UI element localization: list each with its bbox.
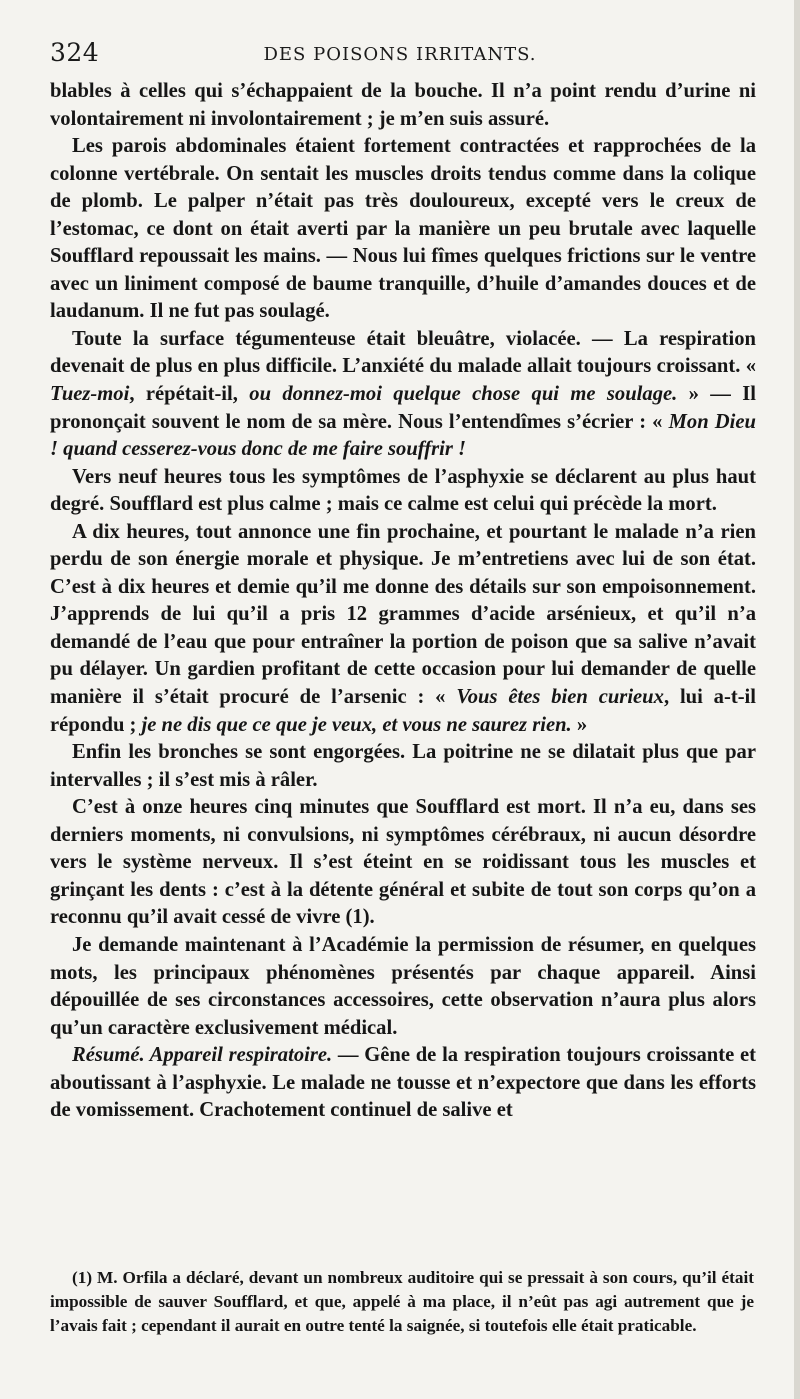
paragraph-6: Enfin les bronches se sont engorgées. La poitrine ne se dilatait plus que par intervalles ; il s’est mis à râler. bbox=[50, 741, 756, 791]
summary-heading: Résumé. Appareil respiratoire. bbox=[72, 1044, 333, 1067]
paragraph-3-quote-a: Tuez-moi bbox=[50, 383, 130, 406]
paragraph-3-quote-c: Mon Dieu ! quand cesserez-vous donc de me faire souffrir ! bbox=[50, 410, 756, 461]
paragraph-5-quote-a: Vous êtes bien curieux bbox=[456, 686, 664, 709]
paragraph-5-text-a: A dix heures, tout annonce une fin prochaine, et pourtant le malade n’a rien perdu de son énergie morale et physique. Je m’entretiens avec lui de son état. C’est à dix heures et demie qu’il me donne des détails sur son empoisonnement. J’apprends de lui qu’il a pris 12 grammes d’acide arsénieux, et qu’il n’a demandé de l’eau que pour entraîner la portion de poison que sa salive n’avait pu délayer. Un gardien profitant de cette occasion pour lui demander de quelle manière il s’était procuré de l’arsenic : « bbox=[50, 520, 756, 709]
page-number: 324 bbox=[50, 38, 100, 67]
paragraph-3-text-a: Toute la surface tégumenteuse était bleuâtre, violacée. — La respiration devenait de plus en plus difficile. L’anxiété du malade allait toujours croissant. « bbox=[50, 327, 756, 378]
paragraph-5-quote-b: je ne dis que ce que je veux, et vous ne saurez rien. bbox=[141, 713, 572, 736]
paragraph-7: C’est à onze heures cinq minutes que Soufflard est mort. Il n’a eu, dans ses derniers moments, ni convulsions, ni symptômes cérébraux, ni aucun désordre vers le système nerveux. Il s’est éteint en se roidissant tous les muscles et grinçant les dents : c’est à la détente général et subite de tout son corps qu’on a reconnu qu’il avait cessé de vivre (1). bbox=[50, 796, 756, 929]
paragraph-5-text-c: , lui a-t-il répondu ; bbox=[50, 686, 756, 736]
paragraph-3-text-c: , répétait-il, bbox=[129, 383, 250, 406]
paragraph-3-quote-b: ou donnez-moi quelque chose qui me soulage. bbox=[249, 383, 678, 406]
paragraph-9-text: — Gêne de la respiration toujours croissante et aboutissant à l’asphyxie. Le malade ne tousse et n’expectore que dans les efforts de vomissement. Crachotement continuel de salive et bbox=[50, 1044, 757, 1122]
footnote-text: (1) M. Orfila a déclaré, devant un nombreux auditoire qui se pressait à son cours, qu’il était impossible de sauver Soufflard, et que, appelé à ma place, il n’eût pas agi autrement que je l’avais fait ; cependant il aurait en outre tenté la saignée, si toutefois elle était praticable. bbox=[50, 1268, 754, 1335]
paragraph-4: Vers neuf heures tous les symptômes de l’asphyxie se déclarent au plus haut degré. Soufflard est plus calme ; mais ce calme est celui qui précède la mort. bbox=[50, 465, 756, 516]
paragraph-9 bbox=[50, 1042, 756, 1125]
paragraph-3-text-e: » — Il prononçait souvent le nom de sa mère. Nous l’entendîmes s’écrier : « bbox=[50, 383, 756, 433]
paragraph-8: Je demande maintenant à l’Académie la permission de résumer, en quelques mots, les principaux phénomènes présentés par chaque appareil. Ainsi dépouillée de ses circonstances accessoires, cette observation n’aura plus alors qu’un caractère exclusivement médical. bbox=[50, 933, 756, 1039]
paragraph-2: Les parois abdominales étaient fortement contractées et rapprochées de la colonne vertébrale. On sentait les muscles droits tendus comme dans la colique de plomb. Le palper n’était pas très douloureux, excepté vers le creux de l’estomac, ce dont on était averti par la manière un peu brutale avec laquelle Soufflard repoussait les mains. — Nous lui fîmes quelques frictions sur le ventre avec un liniment composé de baume tranquille, d’huile d’amandes douces et de laudanum. Il ne fut pas soulagé. bbox=[50, 135, 756, 323]
paragraph-5 bbox=[50, 519, 756, 739]
footnote bbox=[50, 1266, 754, 1338]
page-header bbox=[50, 38, 750, 72]
running-title: DES POISONS IRRITANTS. bbox=[263, 44, 537, 65]
paragraph-3 bbox=[50, 326, 756, 464]
paragraph-5-text-e: » bbox=[571, 713, 588, 736]
body-text bbox=[50, 78, 756, 1125]
paragraph-1: blables à celles qui s’échappaient de la bouche. Il n’a point rendu d’urine ni volontairement ni involontairement ; je m’en suis assuré. bbox=[50, 80, 756, 130]
